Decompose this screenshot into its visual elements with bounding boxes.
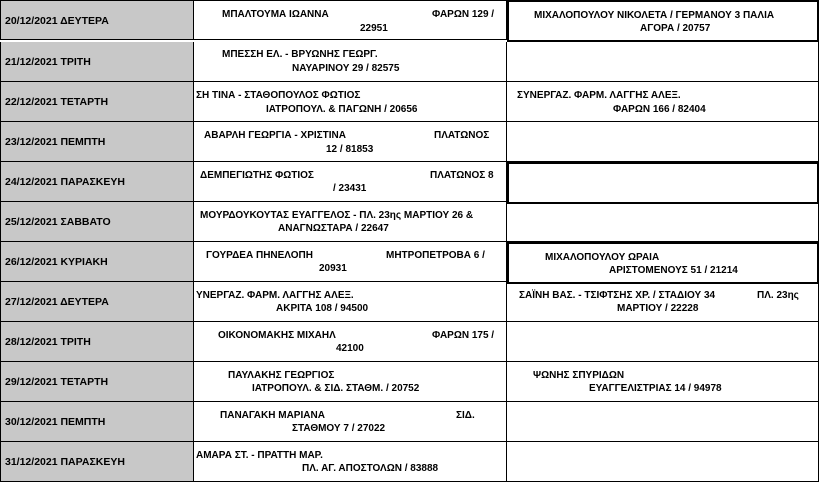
table-row: [0, 42, 827, 82]
pharmacy-name: ΓΟΥΡΔΕΑ ΠΗΝΕΛΟΠΗ: [206, 250, 313, 261]
table-row: [0, 442, 827, 482]
pharmacy-name: ΜΙΧΑΛΟΠΟΥΛΟΥ ΝΙΚΟΛΕΤΑ / ΓΕΡΜΑΝΟΥ 3 ΠΑΛΙΑ: [534, 10, 775, 21]
table-row: [0, 202, 827, 242]
pharmacy-cell-empty: [507, 42, 819, 82]
pharmacy-cell: [194, 242, 507, 282]
table-row: [0, 322, 827, 362]
pharmacy-cell: [194, 282, 507, 322]
pharmacy-address: ΣΤΑΘΜΟΥ 7 / 27022: [292, 423, 386, 434]
pharmacy-name: ΥΝΕΡΓΑΖ. ΦΑΡΜ. ΛΑΓΓΗΣ ΑΛΕΞ.: [196, 290, 354, 301]
pharmacy-address: ΦΑΡΩΝ 129 /: [432, 9, 495, 20]
pharmacy-name: ΠΑΥΛΑΚΗΣ ΓΕΩΡΓΙΟΣ: [228, 370, 335, 381]
pharmacy-cell-empty: [507, 402, 819, 442]
pharmacy-cell-empty: [507, 322, 819, 362]
table-row: [0, 82, 827, 122]
pharmacy-cell: [194, 0, 507, 40]
pharmacy-name: ΠΑΝΑΓΑΚΗ ΜΑΡΙΑΝΑ: [220, 410, 325, 421]
pharmacy-name: ΜΟΥΡΔΟΥΚΟΥΤΑΣ ΕΥΑΓΓΕΛΟΣ - ΠΛ. 23ης ΜΑΡΤΙΟΥ 26 &: [200, 210, 474, 221]
pharmacy-address: / 23431: [333, 183, 367, 194]
pharmacy-name: ΜΠΑΛΤΟΥΜΑ ΙΩΑΝΝΑ: [222, 9, 329, 20]
pharmacy-address: ΝΑΥΑΡΙΝΟΥ 29 / 82575: [292, 63, 400, 74]
pharmacy-address: ΦΑΡΩΝ 166 / 82404: [613, 104, 706, 115]
pharmacy-cell-empty: [507, 122, 819, 162]
pharmacy-address: ΦΑΡΩΝ 175 /: [432, 330, 495, 341]
pharmacy-cell-empty: [507, 162, 819, 204]
pharmacy-cell: [194, 122, 507, 162]
date-cell: 31/12/2021 ΠΑΡΑΣΚΕΥΗ: [0, 442, 194, 482]
table-row: [0, 122, 827, 162]
pharmacy-cell: [194, 322, 507, 362]
date-cell: 20/12/2021 ΔΕΥΤΕΡΑ: [0, 0, 194, 40]
pharmacy-name: ΟΙΚΟΝΟΜΑΚΗΣ ΜΙΧΑΗΛ: [218, 330, 336, 341]
date-cell: 26/12/2021 ΚΥΡΙΑΚΗ: [0, 242, 194, 282]
pharmacy-address: ΣΙΔ.: [456, 410, 475, 421]
pharmacy-name: ΣΑΪΝΗ ΒΑΣ. - ΤΣΙΦΤΣΗΣ ΧΡ. / ΣΤΑΔΙΟΥ 34: [519, 290, 716, 301]
pharmacy-name: ΣΗ ΤΙΝΑ - ΣΤΑΘΟΠΟΥΛΟΣ ΦΩΤΙΟΣ: [196, 90, 361, 101]
pharmacy-address: ΜΑΡΤΙΟΥ / 22228: [617, 303, 699, 314]
table-row: [0, 162, 827, 202]
table-row: [0, 242, 827, 282]
date-cell: 30/12/2021 ΠΕΜΠΤΗ: [0, 402, 194, 442]
pharmacy-address: ΠΛ. ΑΓ. ΑΠΟΣΤΟΛΩΝ / 83888: [302, 463, 439, 474]
pharmacy-address: ΑΓΟΡΑ / 20757: [640, 23, 711, 34]
pharmacy-address: ΑΚΡΙΤΑ 108 / 94500: [276, 303, 369, 314]
pharmacy-name: ΑΒΑΡΛΗ ΓΕΩΡΓΙΑ - ΧΡΙΣΤΙΝΑ: [204, 130, 346, 141]
pharmacy-address: ΑΡΙΣΤΟΜΕΝΟΥΣ 51 / 21214: [609, 265, 738, 276]
pharmacy-address: ΠΛΑΤΩΝΟΣ: [434, 130, 490, 141]
pharmacy-cell: [507, 242, 819, 284]
date-cell: 23/12/2021 ΠΕΜΠΤΗ: [0, 122, 194, 162]
pharmacy-cell: [507, 0, 819, 42]
pharmacy-cell: [194, 82, 507, 122]
pharmacy-name: ΨΩΝΗΣ ΣΠΥΡΙΔΩΝ: [533, 370, 625, 381]
pharmacy-address: ΠΛ. 23ης: [757, 290, 799, 301]
table-row: [0, 362, 827, 402]
date-cell: 24/12/2021 ΠΑΡΑΣΚΕΥΗ: [0, 162, 194, 202]
date-cell: 22/12/2021 ΤΕΤΑΡΤΗ: [0, 82, 194, 122]
pharmacy-name: ΔΕΜΠΕΓΙΩΤΗΣ ΦΩΤΙΟΣ: [200, 170, 314, 181]
pharmacy-name: ΣΥΝΕΡΓΑΖ. ΦΑΡΜ. ΛΑΓΓΗΣ ΑΛΕΞ.: [517, 90, 681, 101]
date-cell: 28/12/2021 ΤΡΙΤΗ: [0, 322, 194, 362]
date-cell: 27/12/2021 ΔΕΥΤΕΡΑ: [0, 282, 194, 322]
table-row: [0, 282, 827, 322]
date-cell: 29/12/2021 ΤΕΤΑΡΤΗ: [0, 362, 194, 402]
pharmacy-address: 42100: [336, 343, 364, 354]
pharmacy-cell: [194, 442, 507, 482]
pharmacy-address: ΕΥΑΓΓΕΛΙΣΤΡΙΑΣ 14 / 94978: [589, 383, 722, 394]
pharmacy-name: ΜΙΧΑΛΟΠΟΥΛΟΥ ΩΡΑΙΑ: [545, 252, 660, 263]
pharmacy-cell: [507, 282, 819, 322]
date-cell: 25/12/2021 ΣΑΒΒΑΤΟ: [0, 202, 194, 242]
pharmacy-cell: [194, 402, 507, 442]
pharmacy-cell-empty: [507, 442, 819, 482]
pharmacy-cell: [507, 362, 819, 402]
pharmacy-name: ΑΜΑΡΑ ΣΤ. - ΠΡΑΤΤΗ ΜΑΡ.: [196, 450, 323, 461]
table-row: [0, 402, 827, 442]
pharmacy-cell-empty: [507, 202, 819, 242]
pharmacy-address: ΙΑΤΡΟΠΟΥΛ. & ΠΑΓΩΝΗ / 20656: [266, 104, 418, 115]
pharmacy-cell: [194, 202, 507, 242]
pharmacy-cell: [194, 162, 507, 202]
pharmacy-address: 20931: [319, 263, 347, 274]
pharmacy-cell: [194, 362, 507, 402]
pharmacy-address: ΜΗΤΡΟΠΕΤΡΟΒΑ 6 /: [386, 250, 485, 261]
pharmacy-address: ΙΑΤΡΟΠΟΥΛ. & ΣΙΔ. ΣΤΑΘΜ. / 20752: [252, 383, 420, 394]
pharmacy-cell: [507, 82, 819, 122]
table-row: [0, 0, 827, 40]
pharmacy-address: ΠΛΑΤΩΝΟΣ 8: [430, 170, 494, 181]
pharmacy-name: ΜΠΕΣΣΗ ΕΛ. - ΒΡΥΩΝΗΣ ΓΕΩΡΓ.: [222, 49, 378, 60]
pharmacy-address: ΑΝΑΓΝΩΣΤΑΡΑ / 22647: [278, 223, 389, 234]
date-cell: 21/12/2021 ΤΡΙΤΗ: [0, 42, 194, 82]
pharmacy-address: 22951: [360, 23, 388, 34]
pharmacy-address: 12 / 81853: [326, 144, 374, 155]
pharmacy-cell: [194, 42, 507, 82]
